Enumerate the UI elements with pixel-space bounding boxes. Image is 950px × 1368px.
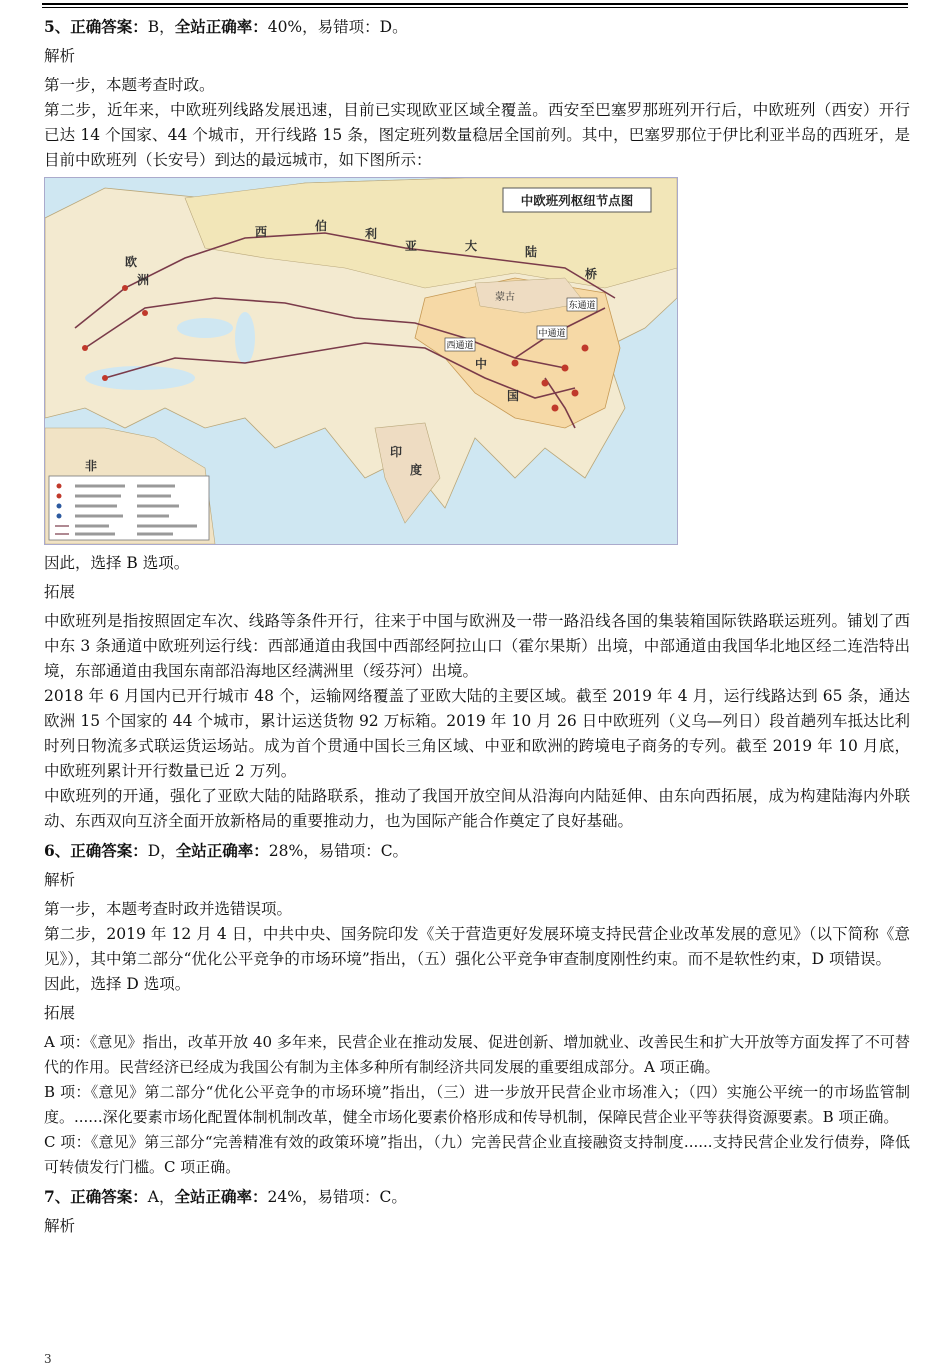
header-rule-thin bbox=[42, 7, 908, 8]
q5-answer: B， bbox=[147, 18, 175, 36]
map-label-bo: 伯 bbox=[315, 219, 328, 233]
q5-jiexi: 解析 bbox=[44, 47, 76, 65]
map-label-da: 大 bbox=[465, 239, 478, 253]
q6-step2: 第二步，2019 年 12 月 4 日，中共中央、国务院印发《关于营造更好发展环境支持民营企业改革发展的意见》（以下简称《意见》），其中第二部分“优化公平竞争的市场环境”指出，（五）强化公平竞争审查制度刚性约束。而不是软性约束，D 项错误。 bbox=[44, 925, 910, 968]
map-label-zhou: 洲 bbox=[137, 273, 150, 287]
q5-tuozhan: 拓展 bbox=[44, 583, 76, 601]
map-label-du: 度 bbox=[410, 463, 423, 477]
q5-ext3: 中欧班列的开通，强化了亚欧大陆的陆路联系，推动了我国开放空间从沿海向内陆延伸、由东向西拓展，成为构建陆海内外联动、东西双向互济全面开放新格局的重要推动力，也为国际产能合作奠定了良好基础。 bbox=[44, 787, 910, 830]
header-rule-thick bbox=[42, 3, 908, 5]
q5-rate-label: 全站正确率： bbox=[174, 17, 268, 36]
q5-step2: 第二步，近年来，中欧班列线路发展迅速，目前已实现欧亚区域全覆盖。西安至巴塞罗那班列开行后，中欧班列（西安）开行已达 14 个国家、44 个城市，开行线路 15 条，图定班列数量稳居全国前列。其中，巴塞罗那位于伊比利亚半岛的西班牙，是目前中欧班列（长安号）到达的最远城市，如下图所示： bbox=[44, 101, 910, 169]
q7-rate-rest: 24%，易错项：C。 bbox=[267, 1188, 407, 1206]
q5-rate-rest: 40%，易错项：D。 bbox=[267, 18, 408, 36]
q6-tuozhan: 拓展 bbox=[44, 1004, 76, 1022]
q5-ext2: 2018 年 6 月国内已开行城市 48 个，运输网络覆盖了亚欧大陆的主要区域。截至 2019 年 4 月，运行线路达到 65 条，通达欧洲 15 个国家的 44 个城市，累计运送货物 92 万标箱。2019 年 10 月 26 日中欧班列（义乌—列日）段首趟列车抵达比利时列日物流多式联运货运场站。成为首个贯通中国长三角区域、中亚和欧洲的跨境电子商务的专列。截至 2019 年 10 月底，中欧班列累计开行数量已近 2 万列。 bbox=[44, 687, 910, 780]
map-graphic bbox=[45, 178, 677, 544]
page-number: 3 bbox=[44, 1352, 52, 1366]
q7-rate-label: 全站正确率： bbox=[174, 1187, 268, 1206]
map-legend bbox=[49, 476, 209, 540]
q6-answer: D， bbox=[147, 842, 176, 860]
q6-step1: 第一步，本题考查时政并选错误项。 bbox=[44, 900, 293, 918]
q6-option-c: C 项：《意见》第三部分“完善精准有效的政策环境”指出，（九）完善民营企业直接融资支持制度......支持民营企业发行债券，降低可转债发行门槛。C 项正确。 bbox=[44, 1133, 910, 1176]
q5-conclusion: 因此，选择 B 选项。 bbox=[44, 554, 190, 572]
china-europe-railway-map bbox=[44, 177, 678, 545]
q7-answer: A， bbox=[147, 1188, 175, 1206]
map-label-xi: 西 bbox=[255, 225, 268, 239]
map-label-fei: 非 bbox=[85, 459, 98, 473]
q7-head-label: 7、正确答案： bbox=[44, 1187, 148, 1206]
q6-jiexi: 解析 bbox=[44, 871, 76, 889]
map-label-lu: 陆 bbox=[525, 245, 538, 259]
map-label-guo: 国 bbox=[507, 389, 520, 403]
q6-option-a: A 项：《意见》指出，改革开放 40 多年来，民营企业在推动发展、促进创新、增加就业、改善民生和扩大开放等方面发挥了不可替代的作用。民营经济已经成为我国公有制为主体多种所有制经济共同发展的重要组成部分。A 项正确。 bbox=[44, 1033, 910, 1076]
q5-ext1: 中欧班列是指按照固定车次、线路等条件开行，往来于中国与欧洲及一带一路沿线各国的集装箱国际铁路联运班列。铺划了西中东 3 条通道中欧班列运行线：西部通道由我国中西部经阿拉山口（霍尔果斯）出境，中部通道由我国华北地区经二连浩特出境，东部通道由我国东南部沿海地区经满洲里（绥芬河）出境。 bbox=[44, 612, 910, 680]
q5-step1: 第一步，本题考查时政。 bbox=[44, 76, 215, 94]
q6-head-label: 6、正确答案： bbox=[44, 841, 148, 860]
map-label-mongol: 蒙古 bbox=[495, 292, 515, 303]
map-west-channel: 西通道 bbox=[446, 341, 474, 351]
map-label-ou: 欧 bbox=[125, 255, 138, 269]
q6-conclusion: 因此，选择 D 选项。 bbox=[44, 975, 191, 993]
q7-jiexi: 解析 bbox=[44, 1217, 76, 1235]
map-label-yin: 印 bbox=[390, 445, 403, 459]
q7-answer-line bbox=[44, 1184, 910, 1210]
map-label-qiao: 桥 bbox=[585, 267, 598, 281]
map-mid-channel: 中通道 bbox=[538, 329, 566, 339]
q6-option-b: B 项：《意见》第二部分“优化公平竞争的市场环境”指出，（三）进一步放开民营企业市场准入；（四）实施公平统一的市场监管制度。......深化要素市场化配置体制机制改革，健全市场化要素价格形成和传导机制，保障民营企业平等获得资源要素。B 项正确。 bbox=[44, 1083, 910, 1126]
map-title: 中欧班列枢纽节点图 bbox=[520, 193, 634, 208]
document-body bbox=[44, 14, 910, 1239]
q5-head-label: 5、正确答案： bbox=[44, 17, 148, 36]
map-label-zhong: 中 bbox=[475, 357, 488, 371]
q6-rate-label: 全站正确率： bbox=[175, 841, 269, 860]
map-label-li: 利 bbox=[365, 227, 378, 241]
map-label-ya: 亚 bbox=[405, 239, 418, 253]
q6-rate-rest: 28%，易错项：C。 bbox=[268, 842, 409, 860]
map-east-channel: 东通道 bbox=[568, 301, 596, 311]
q6-answer-line bbox=[44, 838, 910, 864]
q5-answer-line bbox=[44, 14, 910, 40]
